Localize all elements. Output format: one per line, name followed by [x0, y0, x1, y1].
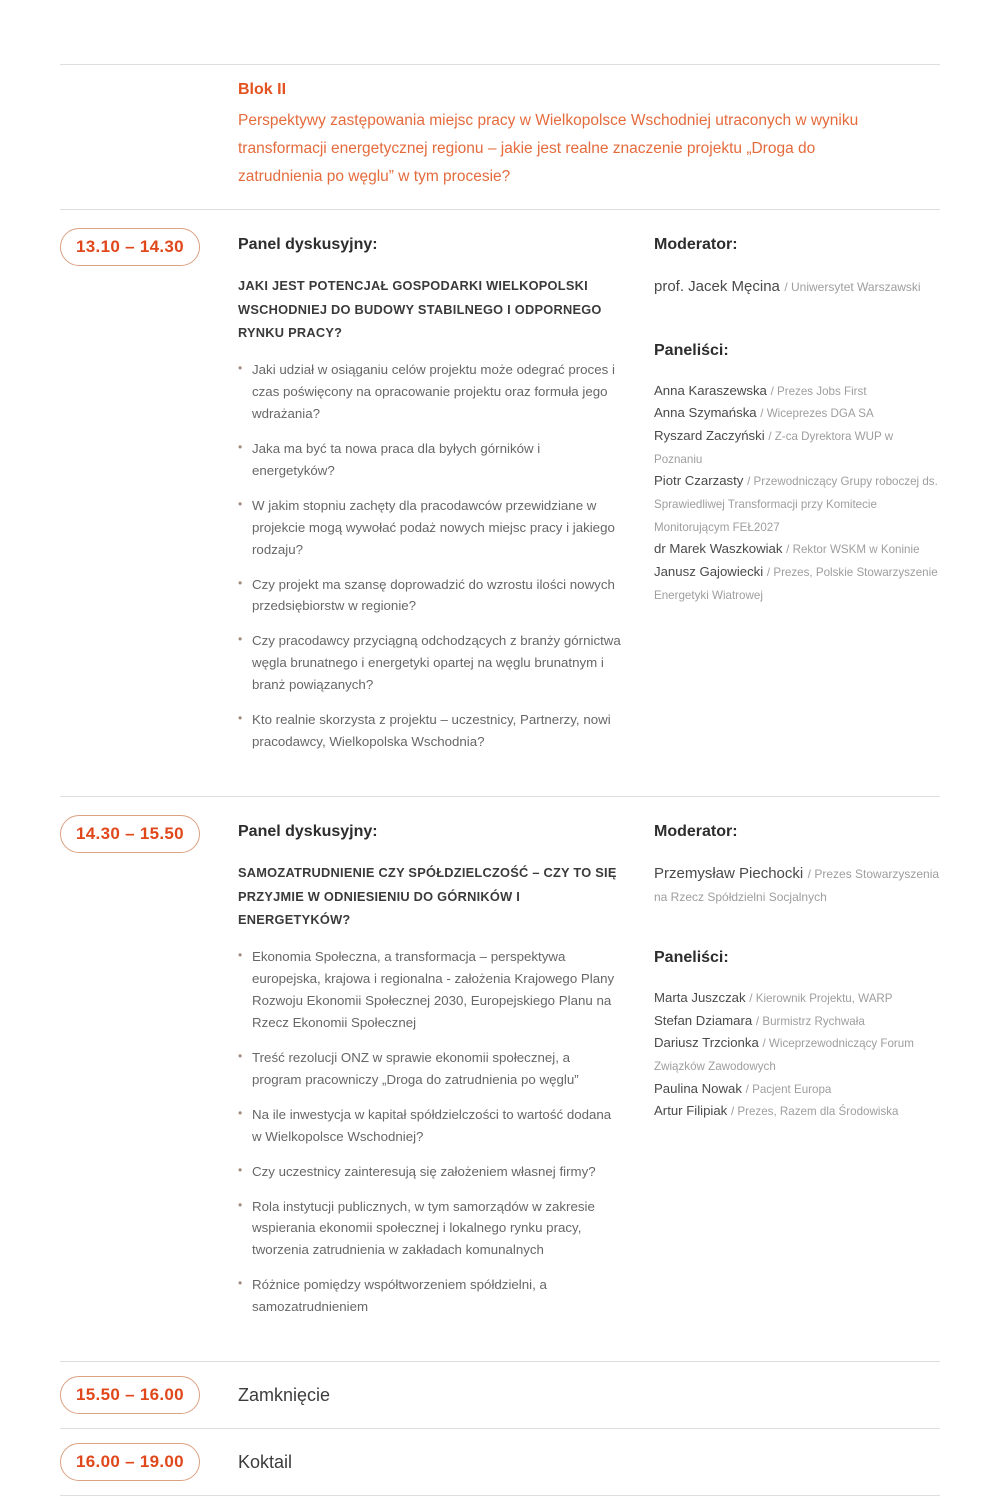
panelist-name: Anna Szymańska: [654, 405, 757, 421]
moderator-entry: [654, 274, 940, 300]
agenda-bullet: • Jaka ma być ta nowa praca dla byłych górników i energetyków?: [238, 438, 623, 482]
panelist-name: dr Marek Waszkowiak: [654, 541, 783, 557]
agenda-bullet: • W jakim stopniu zachęty dla pracodawców przewidziane w projekcie mogą wywołać podaż nowych miejsc pracy i jakiego rodzaju?: [238, 495, 623, 561]
time-column: [60, 228, 238, 766]
bullet-list: [238, 946, 628, 1318]
bullet-list: [238, 359, 628, 753]
time-column: [60, 1443, 238, 1481]
moderator-name: Przemysław Piechocki: [654, 865, 804, 883]
session-row-closing: [60, 1362, 940, 1428]
panel-content: [238, 228, 654, 766]
panelist-role: / Prezes Jobs First: [770, 384, 867, 398]
panelist-role: / Z-ca Dyrektora WUP w Poznaniu: [654, 429, 894, 466]
panelist: [654, 561, 940, 606]
panelist: [654, 1078, 940, 1101]
panelist-name: Paulina Nowak: [654, 1080, 742, 1096]
panelist-role: / Przewodniczący Grupy roboczej ds. Sprawiedliwej Transformacji przy Komitecie Monitorującym FEŁ2027: [654, 475, 938, 534]
panelists-heading: Paneliści:: [654, 341, 729, 359]
panelist-name: Stefan Dziamara: [654, 1012, 753, 1028]
session-row-panel-2: [60, 797, 940, 1361]
moderator-entry: [654, 861, 940, 907]
panel-topic: SAMOZATRUDNIENIE CZY SPÓŁDZIELCZOŚĆ – CZY TO SIĘ PRZYJMIE W ODNIESIENIU DO GÓRNIKÓW I ENERGETYKÓW?: [238, 865, 617, 928]
time-pill: [60, 1443, 200, 1481]
panelist-role: / Prezes, Razem dla Środowiska: [730, 1105, 899, 1119]
panelist-role: / Rektor WSKM w Koninie: [786, 543, 920, 557]
panelist-role: / Pacjent Europa: [745, 1082, 832, 1096]
time-column: [60, 1376, 238, 1414]
moderator-heading: Moderator:: [654, 236, 738, 253]
panelists-heading: Paneliści:: [654, 948, 729, 966]
moderator-role: / Prezes Stowarzyszenia na Rzecz Spółdzielni Socjalnych: [654, 867, 940, 904]
block-title: Blok II: [238, 81, 287, 98]
moderator-name: prof. Jacek Męcina: [654, 278, 780, 295]
time-label: 15.50 – 16.00: [76, 1385, 184, 1405]
block-header: [60, 65, 940, 209]
time-label: 13.10 – 14.30: [76, 237, 184, 256]
time-pill: [60, 815, 200, 853]
panel-topic: JAKI JEST POTENCJAŁ GOSPODARKI WIELKOPOLSKI WSCHODNIEJ DO BUDOWY STABILNEGO I ODPORNEGO RYNKU PRACY?: [238, 278, 602, 341]
agenda-bullet: • Czy uczestnicy zainteresują się założeniem własnej firmy?: [238, 1161, 623, 1183]
session-row-cocktail: [60, 1429, 940, 1495]
panelist: [654, 425, 940, 470]
agenda-bullet: • Kto realnie skorzysta z projektu – uczestnicy, Partnerzy, nowi pracodawcy, Wielkopolska Wschodnia?: [238, 709, 623, 753]
agenda-bullet: • Rola instytucji publicznych, w tym samorządów w zakresie wspierania ekonomii społecznej i lokalnego rynku pracy, tworzenia zatrudnienia w zakładach komunalnych: [238, 1196, 623, 1262]
time-pill: [60, 1376, 200, 1414]
agenda-bullet: • Treść rezolucji ONZ w sprawie ekonomii społecznej, a program pracowniczy „Droga do zatrudnienia po węglu”: [238, 1047, 623, 1091]
panelist-role: / Prezes, Polskie Stowarzyszenie Energetyki Wiatrowej: [654, 566, 938, 602]
speakers-column: [654, 228, 940, 766]
panelist: [654, 1010, 940, 1033]
agenda-bullet: • Ekonomia Społeczna, a transformacja – perspektywa europejska, krajowa i regionalna - założenia Krajowego Plany Rozwoju Ekonomii Społecznej 2030, Europejskiego Planu na Rzecz Ekonomii Społecznej: [238, 946, 623, 1034]
panelist: [654, 470, 940, 538]
agenda-bullet: • Czy projekt ma szansę doprowadzić do wzrostu ilości nowych przedsiębiorstw w regionie?: [238, 574, 623, 618]
panelist-name: Anna Karaszewska: [654, 382, 767, 398]
agenda-bullet: • Czy pracodawcy przyciągną odchodzących z branży górnictwa węgla brunatnego i energetyki opartej na węglu brunatnym i branż powiązanych?: [238, 630, 623, 696]
panelist-name: Marta Juszczak: [654, 989, 746, 1005]
panelist: [654, 1100, 940, 1123]
moderator-heading: Moderator:: [654, 823, 738, 841]
panelist: [654, 1032, 940, 1077]
agenda-bullet: • Na ile inwestycja w kapitał spółdzielczości to wartość dodana w Wielkopolsce Wschodniej?: [238, 1104, 623, 1148]
moderator-role: / Uniwersytet Warszawski: [784, 280, 921, 294]
panelist-name: Artur Filipiak: [654, 1103, 728, 1119]
time-label: 14.30 – 15.50: [76, 824, 184, 844]
panelist: [654, 402, 940, 425]
panelist-name: Janusz Gajowiecki: [654, 564, 764, 580]
panelists-list: [654, 987, 940, 1123]
session-row-panel-1: [60, 210, 940, 796]
top-spacer: [60, 0, 940, 64]
session-title: Koktail: [238, 1451, 293, 1472]
panelists-list: [654, 380, 940, 607]
speakers-column: [654, 815, 940, 1331]
panelist-name: Dariusz Trzcionka: [654, 1035, 759, 1051]
time-label: 16.00 – 19.00: [76, 1452, 184, 1472]
panel-content: [238, 815, 654, 1331]
session-title: Zamknięcie: [238, 1384, 331, 1405]
panelist-name: Ryszard Zaczyński: [654, 427, 765, 443]
panelist-role: / Burmistrz Rychwała: [755, 1014, 865, 1028]
panelist-role: / Kierownik Projektu, WARP: [749, 991, 893, 1005]
block-description: Perspektywy zastępowania miejsc pracy w Wielkopolsce Wschodniej utraconych w wyniku transformacji energetycznej regionu – jakie jest realne znaczenie projektu „Droga do zatrudnienia po węglu” w tym procesie?: [238, 112, 859, 185]
panelist-role: / Wiceprzewodniczący Forum Związków Zawodowych: [654, 1037, 914, 1074]
time-column: [60, 815, 238, 1331]
panelist: [654, 538, 940, 561]
time-pill: [60, 228, 200, 266]
panelist: [654, 380, 940, 403]
panel-type-heading: Panel dyskusyjny:: [238, 236, 378, 253]
panel-type-heading: Panel dyskusyjny:: [238, 823, 378, 841]
panelist: [654, 987, 940, 1010]
panelist-name: Piotr Czarzasty: [654, 473, 744, 489]
agenda-bullet: • Różnice pomiędzy współtworzeniem spółdzielni, a samozatrudnieniem: [238, 1274, 623, 1318]
panelist-role: / Wiceprezes DGA SA: [760, 407, 874, 421]
agenda-bullet: • Jaki udział w osiąganiu celów projektu może odegrać proces i czas poświęcony na opracowanie projektu oraz formuła jego wdrażania?: [238, 359, 623, 425]
